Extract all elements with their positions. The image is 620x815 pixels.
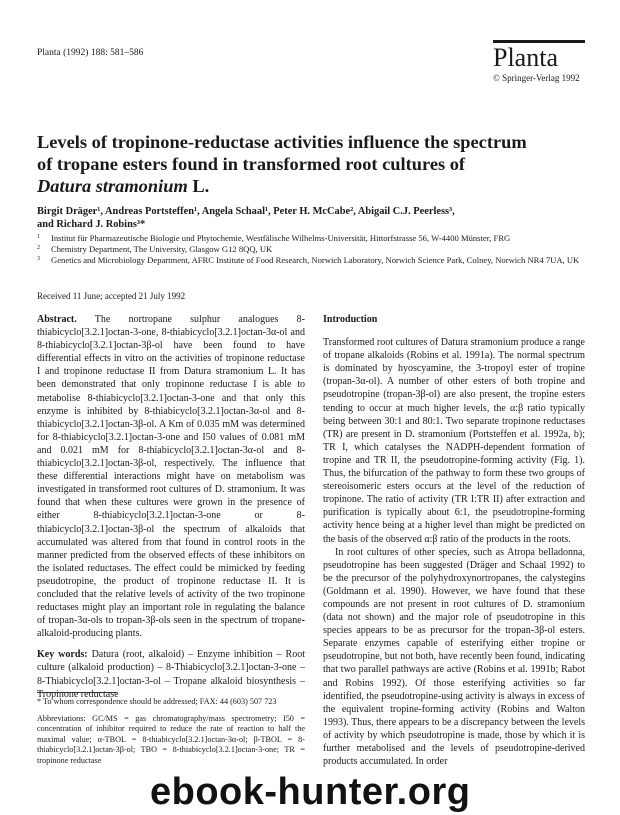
title-line-2: of tropane esters found in transformed root cultures of	[37, 154, 466, 174]
left-column	[37, 313, 305, 701]
abstract-text: The nortropane sulphur analogues 8-thiabicyclo[3.2.1]octan-3-one, 8-thiabicyclo[3.2.1]octan-3α-ol and 8-thiabicyclo[3.2.1]octan-3β-ol have been found to have differential effects in vitro on the activities of tropinone reductase I and tropinone reductase II from Datura stramonium L. It has been demonstrated that only tropinone reductase I is able to metabolise 8-thiabicyclo[3.2.1]octan-3-one and that only this enzyme is inhibited by 8-thiabicyclo[3.2.1]octan-3α-ol and 8-thiabicyclo[3.2.1]octan-3β-ol. A Km of 0.035 mM was determined for 8-thiabicyclo[3.2.1]octan-3-one and I50 values of 0.081 mM and 0.021 mM for 8-thiabicyclo[3.2.1]octan-3α-ol and 8-thiabicyclo[3.2.1]octan-3β-ol, respectively. The influence that these differential interactions might have on metabolism was investigated in transformed root cultures of D. stramonium. It was found that when these cultures were grown in the presence of either 8-thiabicyclo[3.2.1]octan-3-one or 8-thiabicyclo[3.2.1]octan-3β-ol the spectrum of alkaloids that accumulated was altered from that found in control roots in the manner predicted from the observed effects of these inhibitors on the isolated reductases. The effect could be mimicked by feeding pseudotropine, the product of tropinone reductase II. It is concluded that the relative levels of activity of the two tropinone reductases might play an important role in regulating the balance of tropan-3α-ols to tropan-3β-ols seen in the spectrum of tropane-alkaloid-producing plants.	[37, 314, 305, 640]
affiliation-text: Institut für Pharmazeutische Biologie und Phytochemie, Westfälische Wilhelms-Universität, Hittorfstrasse 56, W-4400 Münster, FRG	[51, 233, 511, 243]
title-line-3	[37, 175, 597, 197]
journal-brand	[493, 40, 585, 83]
affiliation-2	[37, 244, 597, 255]
watermark-text: ebook-hunter.org	[150, 771, 471, 813]
right-column	[323, 313, 585, 768]
title-line-1: Levels of tropinone-reductase activities influence the spectrum	[37, 132, 527, 152]
affiliations	[37, 233, 597, 266]
title-species: Datura stramonium	[37, 176, 188, 196]
journal-citation: Planta (1992) 188: 581–586	[37, 48, 144, 58]
article-title	[37, 131, 597, 197]
publisher-copyright: © Springer-Verlag 1992	[493, 73, 580, 83]
authors-line-2: and Richard J. Robins³*	[37, 219, 146, 230]
abstract	[37, 313, 305, 640]
footnotes	[37, 692, 305, 766]
authors-line-1: Birgit Dräger¹, Andreas Portsteffen¹, Angela Schaal¹, Peter H. McCabe², Abigail C.J. Peerless³,	[37, 206, 455, 217]
abstract-label: Abstract.	[37, 314, 77, 325]
affiliation-mark: 2	[37, 245, 40, 251]
introduction-heading: Introduction	[323, 314, 378, 325]
keywords-text: Datura (root, alkaloid) – Enzyme inhibition – Root culture (alkaloid production) – 8-Thiabicyclo[3.2.1]octan-3-one – 8-Thiabicyclo[3.2.1]octan-3-ol – Tropane alkaloid biosynthesis – Tropinone reductase	[37, 649, 305, 700]
received-dates: Received 11 June; accepted 21 July 1992	[37, 291, 186, 301]
title-suffix: L.	[187, 176, 210, 196]
affiliation-3	[37, 255, 597, 266]
author-list	[37, 205, 597, 231]
affiliation-mark: 3	[37, 256, 40, 262]
introduction-section	[323, 313, 585, 768]
keywords-label: Key words:	[37, 649, 88, 661]
introduction-paragraph-2: In root cultures of other species, such as Atropa belladonna, pseudotropine has been suggested (Dräger and Schaal 1992) to be the precursor of the polyhydroxynortropanes, the calystegins (Goldmann et al. 1990). However, we have found that these compounds are not present in root cultures of D. stramonium (data not shown) and the major role of pseudotropine in this species appears to be as precursor for the tropan-3β-ol esters. Separate enzymes capable of esterifying either tropine or pseudotropine, but not both, have recently been found, indicating that two parallel pathways are active (Robins et al. 1991b; Rabot and Robins 1992). Of those esterifying activities so far identified, the pseudotropine-using activity is always in excess of the equivalent tropine-forming activity (Robins and Walton 1993). Thus, there appears to be a discrepancy between the levels of activity by which pseudotropine is made, those by which it is further metabolised and the levels of pseudotropine-derived products accumulated. In order	[323, 546, 585, 768]
affiliation-mark: 1	[37, 234, 40, 240]
affiliation-text: Chemistry Department, The University, Glasgow G12 8QQ, UK	[51, 244, 273, 254]
affiliation-text: Genetics and Microbiology Department, AFRC Institute of Food Research, Norwich Laboratory, Norwich Science Park, Colney, Norwich NR4 7UA, UK	[51, 255, 580, 265]
abbreviations-note: Abbreviations: GC/MS = gas chromatography/mass spectrometry; I50 = concentration of inhibitor required to reduce the rate of reaction to half the maximal value; α-TBOL = 8-thiabicyclo[3.2.1]octan-3α-ol; β-TBOL = 8-thiabicyclo[3.2.1]octan-3β-ol; TBO = 8-thiabicyclo[3.2.1]octan-3-one; TR = tropinone reductase	[37, 713, 305, 765]
journal-name: Planta	[493, 40, 585, 71]
footnote-divider	[37, 692, 117, 693]
correspondence-note: * To whom correspondence should be addressed; FAX: 44 (603) 507 723	[37, 697, 277, 706]
introduction-paragraph-1: Transformed root cultures of Datura stramonium produce a range of tropane alkaloids (Robins et al. 1991a). The normal spectrum is dominated by hyoscyamine, the 3-tropoyl ester of tropine (tropan-3α-ol). A number of other esters of both tropine and pseudotropine (tropan-3β-ol) are also present, the tropine esters tending to occur at much higher levels, the α:β ratio typically being between 30:1 and 80:1. Two separate tropinone reductases (TR) are present in D. stramonium (Portsteffen et al. 1992a, b); TR I, which catalyses the NADPH-dependent formation of tropine and TR II, the pseudotropine-forming activity (Fig. 1). Thus, the bifurcation of the pathway to form these two groups of stereoisomeric esters occurs at the level of the reduction of tropinone. The ratio of activity (TR I:TR II) after extraction and purification is typically about 6:1, the pseudotropine-forming activity hence being at a higher level than might be predicted on the basis of the observed α:β ratio of the products in the roots.	[323, 337, 585, 545]
affiliation-1	[37, 233, 597, 244]
